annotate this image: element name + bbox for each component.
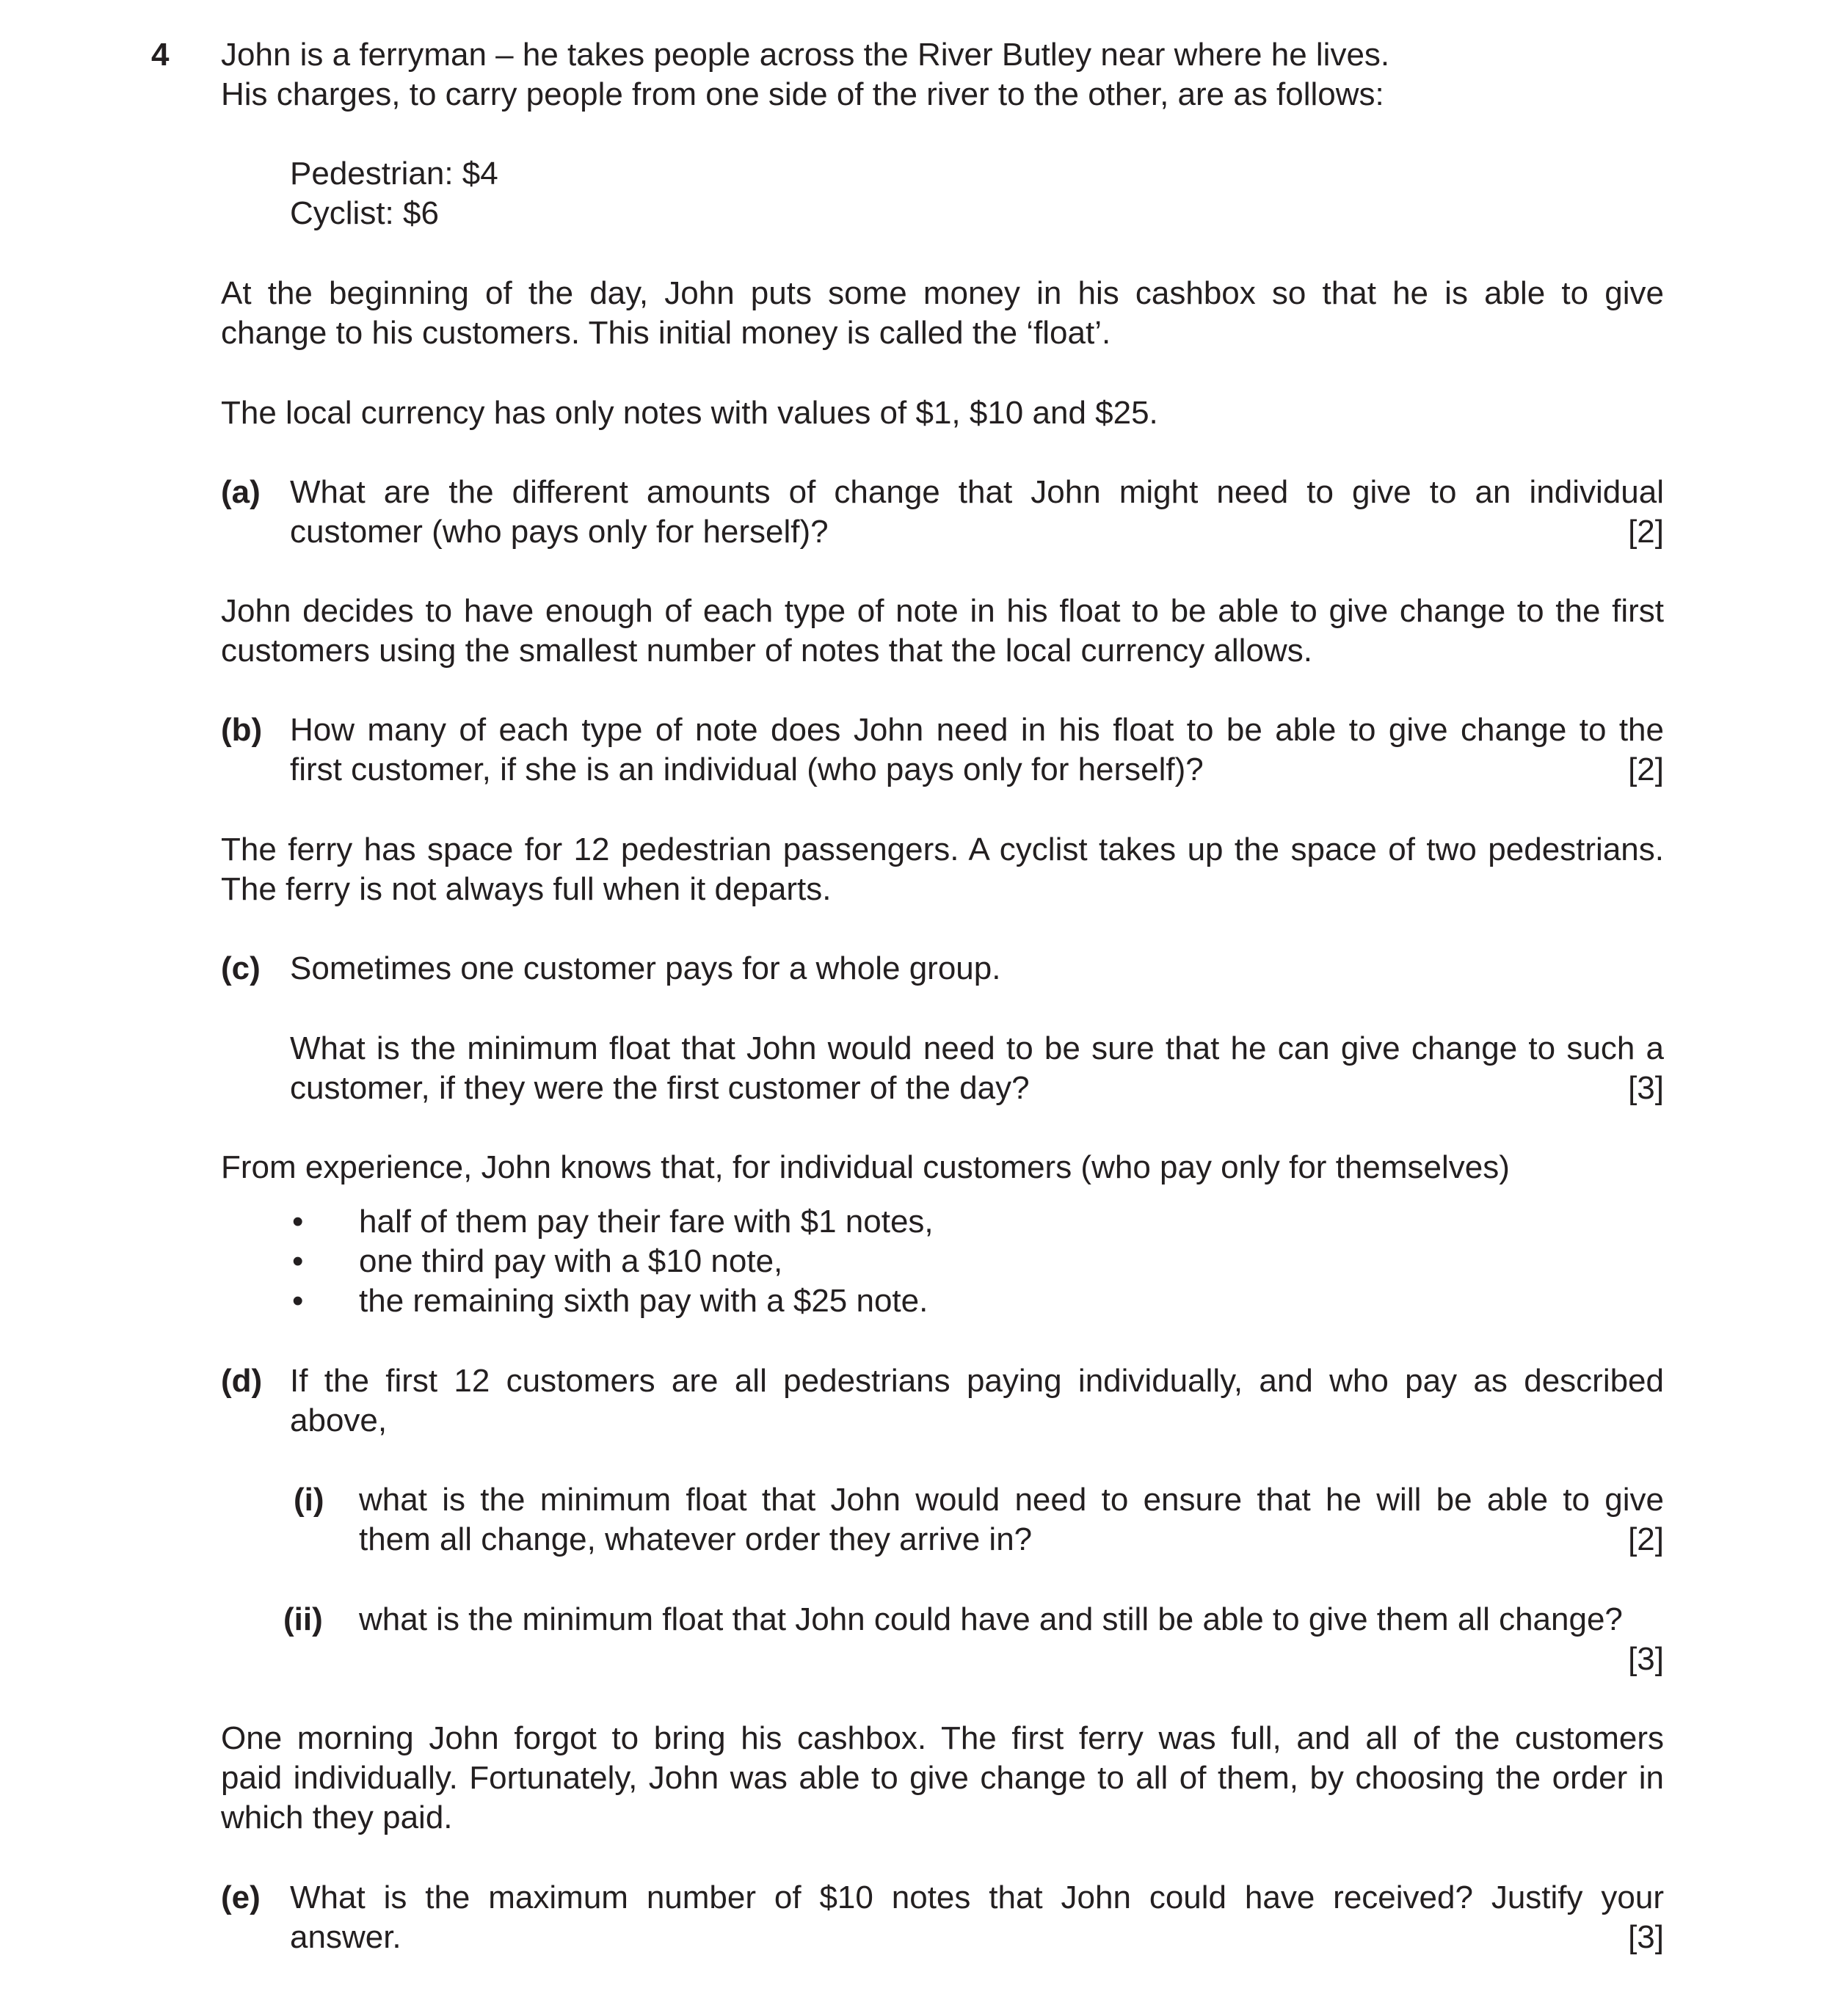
part-e-text — [290, 1878, 1664, 1957]
intro-paragraph — [221, 35, 1664, 114]
bullet-2-dot: • — [292, 1243, 304, 1279]
part-d-label: (d) — [221, 1363, 263, 1399]
part-b-text — [290, 710, 1664, 790]
bullet-1: half of them pay their fare with $1 notes, — [359, 1204, 934, 1240]
part-c-line-3: customer, if they were the first customer of the day? — [290, 1070, 1030, 1106]
part-d-i-marks: [2] — [1628, 1521, 1664, 1557]
morning-paragraph — [221, 1719, 1664, 1838]
intro-line-2: His charges, to carry people from one side of the river to the other, are as follows: — [221, 76, 1384, 112]
charge-pedestrian: Pedestrian: $4 — [290, 156, 498, 192]
decision-line-1: John decides to have enough of each type of note in his float to be able to give change to the first — [221, 593, 1664, 629]
part-a-line-1: What are the different amounts of change that John might need to give to an individual — [290, 474, 1664, 510]
experience-intro: From experience, John knows that, for individual customers (who pay only for themselves) — [221, 1149, 1510, 1185]
part-a-marks: [2] — [1628, 514, 1664, 550]
question-number: 4 — [151, 37, 170, 73]
decision-line-2: customers using the smallest number of notes that the local currency allows. — [221, 633, 1312, 669]
decision-paragraph — [221, 592, 1664, 671]
part-d-line-1: If the first 12 customers are all pedestrians paying individually, and who pay as described — [290, 1363, 1664, 1399]
part-a-line-2: customer (who pays only for herself)? — [290, 514, 829, 550]
float-line-2: change to his customers. This initial money is called the ‘float’. — [221, 315, 1111, 351]
part-d-i-line-2: them all change, whatever order they arrive in? — [359, 1521, 1033, 1557]
part-e-label: (e) — [221, 1879, 261, 1915]
part-d-ii-label: (ii) — [283, 1601, 323, 1637]
morning-line-1: One morning John forgot to bring his cashbox. The first ferry was full, and all of the customers — [221, 1720, 1664, 1756]
float-line-1: At the beginning of the day, John puts some money in his cashbox so that he is able to give — [221, 275, 1664, 311]
part-b-label: (b) — [221, 712, 263, 748]
part-d-ii-marks: [3] — [1628, 1641, 1664, 1677]
part-d-i-label: (i) — [294, 1482, 324, 1518]
morning-line-2: paid individually. Fortunately, John was able to give change to all of them, by choosing the order in — [221, 1760, 1664, 1796]
bullet-2: one third pay with a $10 note, — [359, 1243, 783, 1279]
part-c-label: (c) — [221, 950, 261, 986]
currency-line: The local currency has only notes with values of $1, $10 and $25. — [221, 395, 1158, 431]
part-e-marks: [3] — [1628, 1919, 1664, 1955]
part-d-i-line-1: what is the minimum float that John would need to ensure that he will be able to give — [359, 1482, 1664, 1518]
part-c-line-2: What is the minimum float that John would need to be sure that he can give change to such a — [290, 1030, 1664, 1066]
part-d-ii-text — [359, 1600, 1664, 1640]
part-e-line-2: answer. — [290, 1919, 401, 1955]
bullet-1-dot: • — [292, 1204, 304, 1240]
part-d-text — [290, 1361, 1664, 1441]
ferry-line-2: The ferry is not always full when it departs. — [221, 871, 832, 907]
part-e-line-1: What is the maximum number of $10 notes that John could have received? Justify your — [290, 1879, 1664, 1915]
intro-line-1: John is a ferryman – he takes people across the River Butley near where he lives. — [221, 37, 1390, 73]
float-paragraph — [221, 274, 1664, 353]
ferry-line-1: The ferry has space for 12 pedestrian passengers. A cyclist takes up the space of two pedestrians. — [221, 831, 1664, 867]
part-b-line-1: How many of each type of note does John need in his float to be able to give change to the — [290, 712, 1664, 748]
part-d-i-text — [359, 1480, 1664, 1560]
part-c-marks: [3] — [1628, 1070, 1664, 1106]
part-b-line-2: first customer, if she is an individual (who pays only for herself)? — [290, 752, 1204, 787]
charge-cyclist: Cyclist: $6 — [290, 195, 439, 231]
part-a-label: (a) — [221, 474, 261, 510]
part-c-line-1: Sometimes one customer pays for a whole group. — [290, 950, 1001, 986]
bullet-3: the remaining sixth pay with a $25 note. — [359, 1283, 928, 1319]
morning-line-3: which they paid. — [221, 1800, 453, 1835]
part-b-marks: [2] — [1628, 752, 1664, 787]
part-c-text — [290, 1029, 1664, 1108]
experience-paragraph — [221, 1148, 1664, 1187]
currency-paragraph — [221, 393, 1664, 433]
part-a-text — [290, 473, 1664, 552]
bullet-3-dot: • — [292, 1283, 304, 1319]
ferry-paragraph — [221, 830, 1664, 909]
part-d-ii-line-1: what is the minimum float that John could have and still be able to give them all change? — [359, 1601, 1623, 1637]
charges-list — [290, 154, 1664, 233]
part-d-line-2: above, — [290, 1402, 388, 1438]
part-c-intro — [290, 949, 1664, 989]
